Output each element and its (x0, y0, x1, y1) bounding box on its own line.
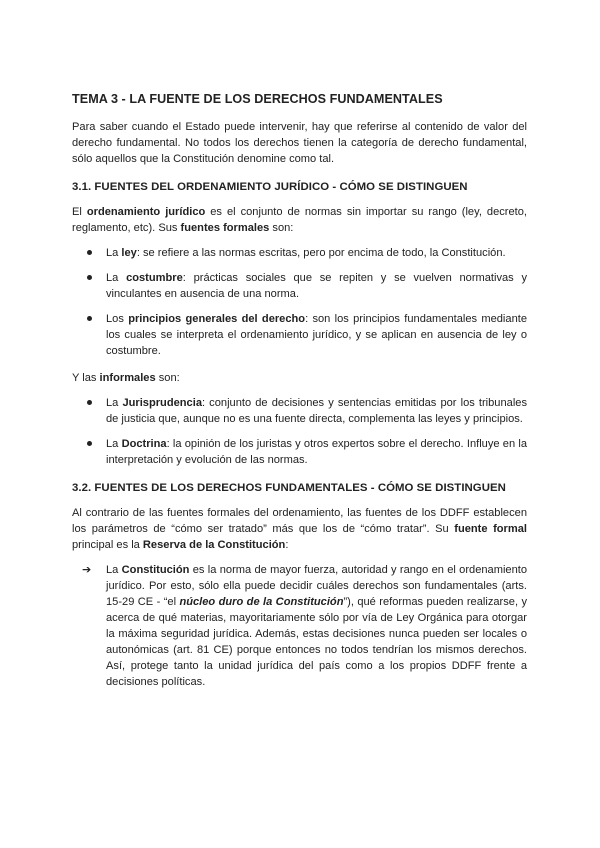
bullet-icon (87, 400, 92, 405)
section-2-paragraph: Al contrario de las fuentes formales del ordenamiento, las fuentes de los DDFF establecen los parámetros de “cómo ser tratado” más que los de “cómo tratar”. Su fuente formal principal es la Reserva de la Constitución: (72, 507, 527, 551)
bullet-icon (87, 250, 92, 255)
term-principios-generales: principios generales del derecho (128, 313, 306, 325)
intro-paragraph: Para saber cuando el Estado puede intervenir, hay que referirse al contenido de valor del derecho fundamental. No todos los derechos tienen la categoría de derecho fundamental, sólo aquellos que la Constitución denomine como tal. (72, 121, 527, 165)
list-item: La Doctrina: la opinión de los juristas y otros expertos sobre el derecho. Influye en la interpretación y evolución de las normas. (72, 436, 527, 468)
term-doctrina: Doctrina (121, 438, 167, 450)
list-item: La ley: se refiere a las normas escritas, pero por encima de todo, la Constitución. (72, 245, 527, 261)
document-title: TEMA 3 - LA FUENTE DE LOS DERECHOS FUNDAMENTALES (72, 92, 443, 106)
term-ordenamiento-juridico: ordenamiento jurídico (86, 206, 206, 218)
informal-sources-intro: Y las informales son: (72, 372, 180, 384)
formal-sources-list (72, 245, 527, 359)
term-informales: informales (99, 372, 156, 384)
bullet-icon (87, 316, 92, 321)
list-item: La Jurisprudencia: conjunto de decisiones y sentencias emitidas por los tribunales de justicia que, aunque no es una fuente directa, complementa las leyes y principios. (72, 395, 527, 427)
list-item: La costumbre: prácticas sociales que se repiten y se vuelven normativas y vinculantes en ausencia de una norma. (72, 270, 527, 302)
list-item: Los principios generales del derecho: son los principios fundamentales mediante los cuales se interpreta el ordenamiento jurídico, y se aplican en ausencia de ley o costumbre. (72, 311, 527, 359)
list-item: ➔ La Constitución es la norma de mayor fuerza, autoridad y rango en el ordenamiento jurídico. Por esto, sólo ella puede decidir cuáles derechos son fundamentales (arts. 15-29 CE - “el núcleo duro de la Constitución”), qué reformas pueden realizarse, y acerca de qué materias, mayoritariamente sólo por vía de Ley Orgánica para otorgar la máxima seguridad jurídica. Además, estas decisiones nunca pueden ser locales o autonómicas (art. 81 CE) porque entonces no todos tendrían los mismos derechos. Así, protege tanto la unidad jurídica del país como a los propios DDFF frente a decisiones políticas. (82, 564, 528, 688)
section-2-heading: 3.2. FUENTES DE LOS DERECHOS FUNDAMENTALES - CÓMO SE DISTINGUEN (72, 482, 506, 494)
constitution-list (72, 562, 527, 690)
term-fuentes-formales: fuentes formales (180, 222, 270, 234)
term-costumbre: costumbre (126, 272, 183, 284)
bullet-icon (87, 275, 92, 280)
term-constitucion: Constitución (121, 564, 190, 576)
term-ley: ley (121, 247, 137, 259)
section-1-heading: 3.1. FUENTES DEL ORDENAMIENTO JURÍDICO - CÓMO SE DISTINGUEN (72, 181, 468, 193)
informal-sources-list (72, 395, 527, 468)
bullet-icon (87, 441, 92, 446)
term-nucleo-duro: núcleo duro de la Constitución (179, 596, 344, 608)
term-fuente-formal: fuente formal (454, 523, 527, 535)
term-reserva-constitucion: Reserva de la Constitución (142, 539, 286, 551)
arrow-right-icon: ➔ (82, 564, 92, 576)
term-jurisprudencia: Jurisprudencia (122, 397, 202, 409)
document-page (72, 92, 527, 690)
section-1-paragraph: El ordenamiento jurídico es el conjunto de normas sin importar su rango (ley, decreto, reglamento, etc). Sus fuentes formales son: (72, 206, 527, 234)
